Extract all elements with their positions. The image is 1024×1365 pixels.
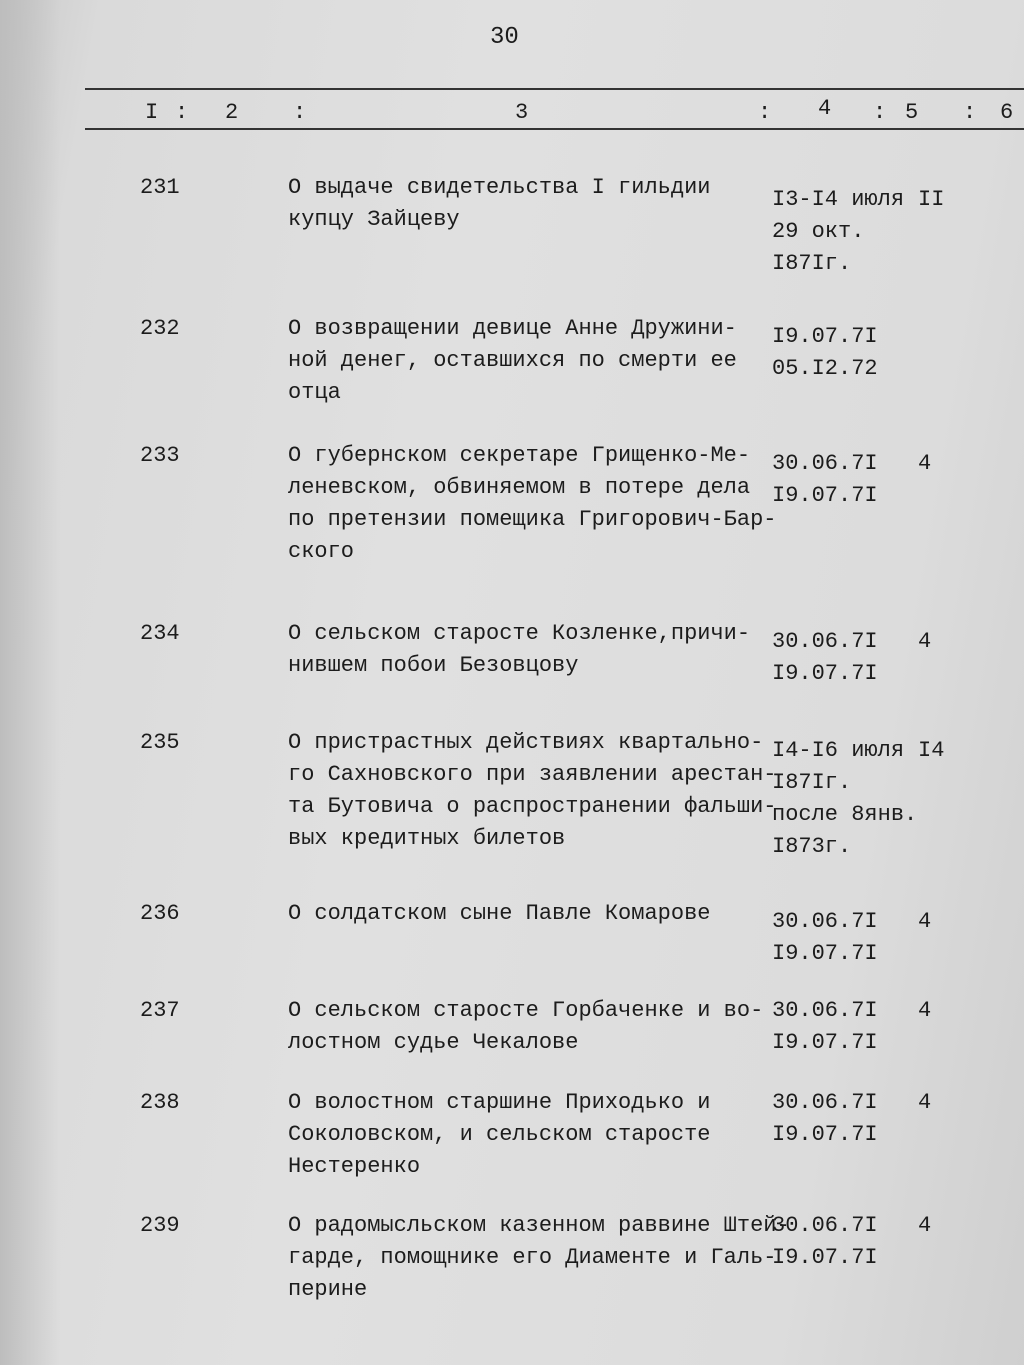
entry-number: 235 [140, 730, 180, 755]
title-line: лостном судье Чекалове [288, 1030, 579, 1055]
col-sep: : [758, 100, 772, 125]
date-line: I87Iг. [772, 770, 852, 795]
title-line: О выдаче свидетельства I гильдии [288, 175, 711, 200]
entry-title [288, 1087, 768, 1183]
title-line: О радомысльском казенном раввине Штей- [288, 1213, 790, 1238]
col-5-label: 5 [905, 100, 919, 125]
date-line: I4-I6 июля [772, 738, 905, 763]
title-line: по претензии помещика Григорович-Бар- [288, 507, 777, 532]
col-3-label: 3 [515, 100, 529, 125]
entry-number: 231 [140, 175, 180, 200]
title-line: О солдатском сыне Павле Комарове [288, 901, 711, 926]
date-line: 30.06.7I [772, 1090, 878, 1115]
col-sep: : [293, 100, 307, 125]
entry-number: 239 [140, 1213, 180, 1238]
title-line: купцу Зайцеву [288, 207, 460, 232]
col-2-label: 2 [225, 100, 239, 125]
date-line: I9.07.7I [772, 661, 878, 686]
title-line: О губернском секретаре Грищенко-Ме- [288, 443, 751, 468]
entry-number: 233 [140, 443, 180, 468]
entry-number: 238 [140, 1090, 180, 1115]
title-line: гарде, помощнике его Диаменте и Галь- [288, 1245, 777, 1270]
entry-title [288, 898, 768, 930]
col-4-label: 4 [818, 96, 832, 121]
title-line: О сельском старосте Горбаченке и во- [288, 998, 764, 1023]
header-top-rule [85, 88, 1024, 90]
page-number: 30 [490, 24, 519, 51]
title-line: вых кредитных билетов [288, 826, 566, 851]
col-sep: : [963, 100, 977, 125]
entry-dates [772, 321, 902, 385]
date-line: I9.07.7I [772, 1122, 878, 1147]
col-sep: : [175, 100, 189, 125]
date-line: I9.07.7I [772, 941, 878, 966]
date-line: I87Iг. [772, 251, 852, 276]
date-line: I9.07.7I [772, 324, 878, 349]
entry-sheets: 4 [918, 909, 932, 934]
title-line: О возвращении девице Анне Дружини- [288, 316, 737, 341]
title-line: леневском, обвиняемом в потере дела [288, 475, 751, 500]
title-line: О волостном старшине Приходько и [288, 1090, 711, 1115]
entry-sheets: 4 [918, 1090, 932, 1115]
entry-number: 232 [140, 316, 180, 341]
entry-sheets: 4 [918, 1213, 932, 1238]
entry-title [288, 995, 768, 1059]
entry-sheets: II [918, 187, 945, 212]
date-line: 30.06.7I [772, 629, 878, 654]
header-bottom-rule [85, 128, 1024, 130]
date-line: после 8янв. [772, 802, 918, 827]
entry-dates [772, 995, 902, 1059]
entry-dates [772, 1210, 902, 1274]
title-line: та Бутовича о распространении фальши- [288, 794, 777, 819]
title-line: ского [288, 539, 355, 564]
entry-dates [772, 448, 902, 512]
date-line: 30.06.7I [772, 909, 878, 934]
col-6-label: 6 [1000, 100, 1014, 125]
entry-dates [772, 1087, 902, 1151]
entry-number: 237 [140, 998, 180, 1023]
date-line: I9.07.7I [772, 483, 878, 508]
entry-dates [772, 906, 902, 970]
title-line: го Сахновского при заявлении арестан- [288, 762, 777, 787]
title-line: отца [288, 380, 341, 405]
entry-dates [772, 735, 918, 863]
title-line: Соколовском, и сельском старосте [288, 1122, 711, 1147]
date-line: I9.07.7I [772, 1030, 878, 1055]
title-line: О пристрастных действиях квартально- [288, 730, 764, 755]
date-line: 30.06.7I [772, 451, 878, 476]
title-line: Нестеренко [288, 1154, 421, 1179]
entry-title [288, 1210, 790, 1306]
title-line: О сельском старосте Козленке,причи- [288, 621, 751, 646]
title-line: нившем побои Безовцову [288, 653, 579, 678]
date-line: 05.I2.72 [772, 356, 878, 381]
entry-dates [772, 184, 905, 280]
col-1-label: I [145, 100, 159, 125]
entry-title [288, 440, 777, 568]
entry-title [288, 618, 768, 682]
entry-title [288, 727, 777, 855]
date-line: 30.06.7I [772, 1213, 878, 1238]
col-sep: : [873, 100, 887, 125]
entry-sheets: 4 [918, 998, 932, 1023]
date-line: I9.07.7I [772, 1245, 878, 1270]
entry-sheets: 4 [918, 451, 932, 476]
entry-sheets: I4 [918, 738, 945, 763]
title-line: перине [288, 1277, 368, 1302]
entry-dates [772, 626, 902, 690]
date-line: 29 окт. [772, 219, 865, 244]
entry-number: 234 [140, 621, 180, 646]
entry-title [288, 172, 768, 236]
date-line: I3-I4 июля [772, 187, 905, 212]
entry-sheets: 4 [918, 629, 932, 654]
entry-title [288, 313, 768, 409]
date-line: 30.06.7I [772, 998, 878, 1023]
page-edge-shadow [0, 0, 60, 1365]
entry-number: 236 [140, 901, 180, 926]
date-line: I873г. [772, 834, 852, 859]
title-line: ной денег, оставшихся по смерти ее [288, 348, 737, 373]
